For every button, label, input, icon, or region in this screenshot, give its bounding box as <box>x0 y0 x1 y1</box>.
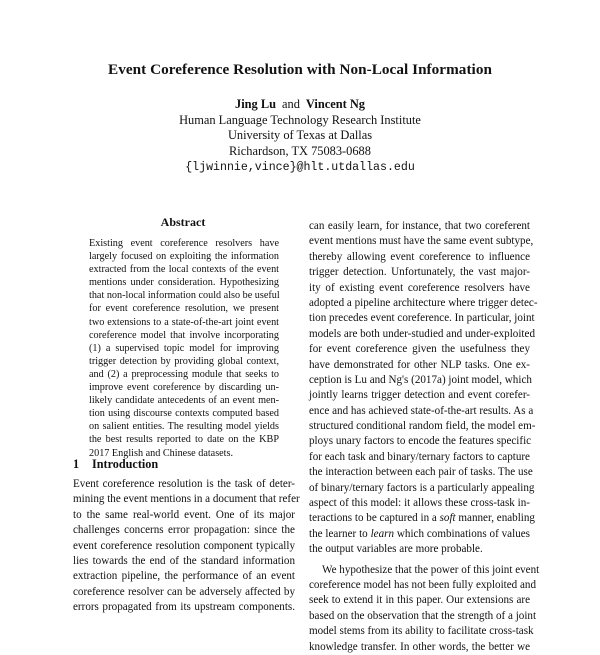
body-line: lies towards the end of the standard information <box>73 554 295 567</box>
abstract-line: trigger detection by providing global context, <box>89 355 279 367</box>
author-conjunction: and <box>282 97 300 111</box>
emphasis-learn: learn <box>370 527 395 540</box>
abstract-line: extracted from the local contexts of the event <box>89 264 279 276</box>
body-line: structured conditional random field, the model em- <box>309 420 536 433</box>
body-line: coreference resolver can be adversely affected by <box>73 585 295 598</box>
abstract-line: mentions under consideration. Hypothesizing <box>89 277 279 289</box>
author-block <box>0 97 600 176</box>
body-line: based on the observation that the strength of a joint <box>309 609 537 622</box>
body-line: model stems from its ability to facilitate cross-task <box>309 625 534 638</box>
abstract-line: on salient entities. The resulting model yields <box>89 421 279 433</box>
body-line: jointly learns trigger detection and event corefer- <box>309 389 530 402</box>
abstract-line: Existing event coreference resolvers have <box>89 238 279 249</box>
emphasis-soft: soft <box>439 512 456 525</box>
body-line: knowledge transfer. In other words, the better we <box>309 640 530 653</box>
body-line: for event coreference given the usefulness they <box>309 343 530 356</box>
body-line: event mentions must have the same event subtype, <box>309 235 534 248</box>
abstract-line: and (2) a preprocessing module that seeks to <box>89 368 279 380</box>
intro-left-column <box>73 477 300 616</box>
paper-title: Event Coreference Resolution with Non-Local Information <box>108 61 492 78</box>
body-line: thereby allowing event coreference to influence <box>309 250 530 263</box>
abstract-line: improve event coreference by discarding un- <box>89 382 279 394</box>
author-line <box>0 97 600 113</box>
affiliation-line: Human Language Technology Research Institute <box>179 112 421 127</box>
author-name: Vincent Ng <box>305 97 365 111</box>
abstract-line: (1) a supervised topic model for improving <box>89 342 279 354</box>
abstract-line: two extensions to a state-of-the-art joint event <box>89 316 279 328</box>
body-line: have demonstrated for other NLP tasks. One ex- <box>309 358 530 371</box>
body-line: ception is Lu and Ng's (2017a) joint model, which <box>309 373 532 386</box>
abstract-heading: Abstract <box>160 215 206 229</box>
body-line <box>309 511 535 526</box>
body-text: which combinations of values <box>394 527 530 540</box>
body-line <box>309 527 530 542</box>
body-line: ploys unary factors to encode the features specific <box>309 435 532 448</box>
section-heading-introduction <box>73 457 293 472</box>
body-line: for each task and binary/ternary factors to capture <box>309 450 530 463</box>
abstract-line: for event coreference resolution, we present <box>89 303 279 315</box>
abstract-line: likely candidate antecedents of an event men- <box>89 395 279 407</box>
body-text: the learner to <box>309 527 371 540</box>
body-text: teractions to be captured in a <box>309 512 440 525</box>
abstract-line: 2017 English and Chinese datasets. <box>89 447 234 459</box>
body-line: mining the event mentions in a document that refer <box>73 493 300 506</box>
body-line: seek to extend it in this paper. Our extensions are <box>309 594 530 607</box>
body-line: aspect of this model: it allows these cross-task in- <box>309 497 530 510</box>
body-line: errors propagated from its upstream components. <box>73 601 295 614</box>
body-line: ity of existing event coreference resolvers have <box>309 281 530 294</box>
body-line: trigger detection. Unfortunately, the vast major- <box>309 266 530 279</box>
body-line: extraction pipeline, the performance of an event <box>73 570 295 583</box>
abstract-body <box>89 237 279 460</box>
author-name: Jing Lu <box>235 97 276 111</box>
body-line: adopted a pipeline architecture where trigger detec- <box>309 296 538 309</box>
abstract-line: the best results reported to date on the KBP <box>89 434 279 446</box>
affiliation-line: Richardson, TX 75083-0688 <box>229 144 371 159</box>
body-line: event coreference resolution component typically <box>73 539 295 552</box>
body-line: coreference model has not been fully exploited and <box>309 578 537 591</box>
body-line: models are both under-studied and under-exploited <box>309 327 535 340</box>
body-line: the output variables are more probable. <box>309 543 483 556</box>
body-line: can easily learn, for instance, that two coreferent <box>309 220 530 232</box>
body-line: Event coreference resolution is the task of deter- <box>73 478 295 490</box>
section-title: Introduction <box>92 457 159 471</box>
abstract-line: coreference model that involve incorporating <box>89 329 279 341</box>
section-number: 1 <box>73 457 80 471</box>
body-line: challenges concerns error propagation: since the <box>73 524 295 537</box>
body-line: the interaction between each pair of tasks. The use <box>309 466 533 479</box>
author-email: {ljwinnie,vince}@hlt.utdallas.edu <box>185 160 415 174</box>
abstract-line: that non-local information could also be useful <box>89 290 280 302</box>
body-text: manner, enabling <box>455 512 535 525</box>
body-line: to the same real-world event. One of its major <box>73 508 295 521</box>
abstract-line: largely focused on exploiting the information <box>89 251 279 263</box>
intro-right-column <box>309 219 540 655</box>
body-line: tion precedes event coreference. In particular, joint <box>309 312 535 325</box>
abstract-line: tion using discourse contexts computed based <box>89 408 279 420</box>
body-line: of binary/ternary factors is a particularly appealing <box>309 481 535 494</box>
body-line: We hypothesize that the power of this joint event <box>322 563 540 576</box>
affiliation-line: University of Texas at Dallas <box>227 128 373 143</box>
body-line: ence and has achieved state-of-the-art results. As a <box>309 404 534 417</box>
